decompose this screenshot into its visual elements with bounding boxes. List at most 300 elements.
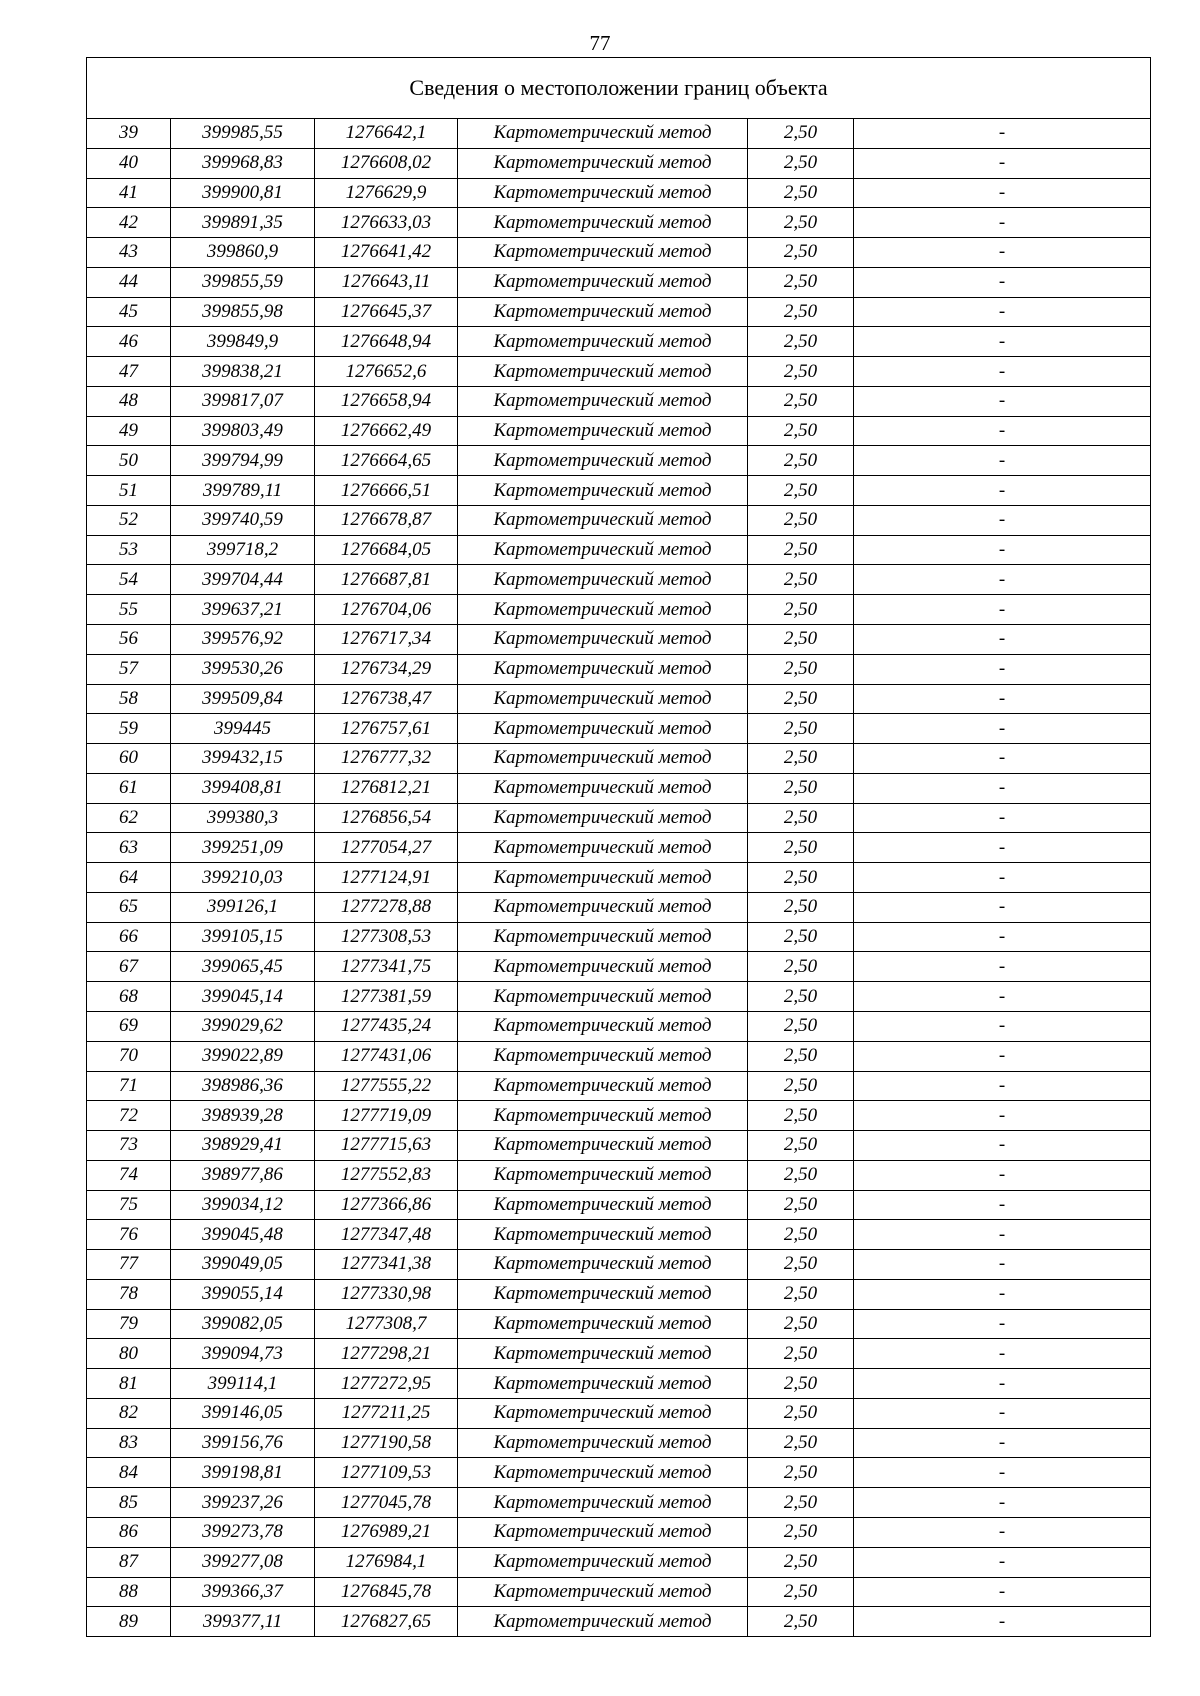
table-row <box>87 1279 1151 1309</box>
table-row <box>87 446 1151 476</box>
x-coordinate-cell: 399968,83 <box>171 148 315 178</box>
point-number-cell: 47 <box>87 357 171 387</box>
method-cell: Картометрический метод <box>458 654 748 684</box>
table-row <box>87 982 1151 1012</box>
x-coordinate-cell: 399273,78 <box>171 1517 315 1547</box>
accuracy-cell: 2,50 <box>748 1607 854 1637</box>
description-cell: - <box>854 773 1151 803</box>
y-coordinate-cell: 1277211,25 <box>315 1398 458 1428</box>
table-row <box>87 773 1151 803</box>
x-coordinate-cell: 399049,05 <box>171 1250 315 1280</box>
method-cell: Картометрический метод <box>458 1041 748 1071</box>
table-row <box>87 1071 1151 1101</box>
description-cell: - <box>854 1101 1151 1131</box>
y-coordinate-cell: 1276658,94 <box>315 386 458 416</box>
accuracy-cell: 2,50 <box>748 416 854 446</box>
accuracy-cell: 2,50 <box>748 148 854 178</box>
description-cell: - <box>854 357 1151 387</box>
accuracy-cell: 2,50 <box>748 178 854 208</box>
description-cell: - <box>854 297 1151 327</box>
y-coordinate-cell: 1276648,94 <box>315 327 458 357</box>
x-coordinate-cell: 399045,48 <box>171 1220 315 1250</box>
x-coordinate-cell: 399034,12 <box>171 1190 315 1220</box>
method-cell: Картометрический метод <box>458 1398 748 1428</box>
description-cell: - <box>854 803 1151 833</box>
accuracy-cell: 2,50 <box>748 684 854 714</box>
method-cell: Картометрический метод <box>458 1547 748 1577</box>
x-coordinate-cell: 399789,11 <box>171 476 315 506</box>
x-coordinate-cell: 399377,11 <box>171 1607 315 1637</box>
accuracy-cell: 2,50 <box>748 357 854 387</box>
accuracy-cell: 2,50 <box>748 833 854 863</box>
table-row <box>87 1101 1151 1131</box>
y-coordinate-cell: 1276643,11 <box>315 267 458 297</box>
point-number-cell: 73 <box>87 1131 171 1161</box>
accuracy-cell: 2,50 <box>748 922 854 952</box>
table-row <box>87 476 1151 506</box>
description-cell: - <box>854 982 1151 1012</box>
y-coordinate-cell: 1277719,09 <box>315 1101 458 1131</box>
table-row <box>87 238 1151 268</box>
point-number-cell: 44 <box>87 267 171 297</box>
table-row <box>87 684 1151 714</box>
y-coordinate-cell: 1276845,78 <box>315 1577 458 1607</box>
table-row <box>87 505 1151 535</box>
table-row <box>87 714 1151 744</box>
table-row <box>87 1250 1151 1280</box>
y-coordinate-cell: 1277366,86 <box>315 1190 458 1220</box>
x-coordinate-cell: 399855,59 <box>171 267 315 297</box>
y-coordinate-cell: 1276734,29 <box>315 654 458 684</box>
table-body <box>87 58 1151 1637</box>
y-coordinate-cell: 1276984,1 <box>315 1547 458 1577</box>
x-coordinate-cell: 399794,99 <box>171 446 315 476</box>
accuracy-cell: 2,50 <box>748 327 854 357</box>
method-cell: Картометрический метод <box>458 1279 748 1309</box>
accuracy-cell: 2,50 <box>748 863 854 893</box>
x-coordinate-cell: 399146,05 <box>171 1398 315 1428</box>
table-row <box>87 744 1151 774</box>
point-number-cell: 56 <box>87 625 171 655</box>
method-cell: Картометрический метод <box>458 476 748 506</box>
accuracy-cell: 2,50 <box>748 1190 854 1220</box>
description-cell: - <box>854 178 1151 208</box>
y-coordinate-cell: 1276652,6 <box>315 357 458 387</box>
point-number-cell: 39 <box>87 119 171 149</box>
point-number-cell: 42 <box>87 208 171 238</box>
x-coordinate-cell: 398939,28 <box>171 1101 315 1131</box>
description-cell: - <box>854 744 1151 774</box>
description-cell: - <box>854 863 1151 893</box>
accuracy-cell: 2,50 <box>748 476 854 506</box>
accuracy-cell: 2,50 <box>748 1428 854 1458</box>
table-row <box>87 119 1151 149</box>
accuracy-cell: 2,50 <box>748 1369 854 1399</box>
point-number-cell: 77 <box>87 1250 171 1280</box>
method-cell: Картометрический метод <box>458 863 748 893</box>
x-coordinate-cell: 399740,59 <box>171 505 315 535</box>
y-coordinate-cell: 1277552,83 <box>315 1160 458 1190</box>
x-coordinate-cell: 398929,41 <box>171 1131 315 1161</box>
y-coordinate-cell: 1277435,24 <box>315 1011 458 1041</box>
method-cell: Картометрический метод <box>458 714 748 744</box>
accuracy-cell: 2,50 <box>748 1577 854 1607</box>
x-coordinate-cell: 399803,49 <box>171 416 315 446</box>
point-number-cell: 62 <box>87 803 171 833</box>
table-row <box>87 833 1151 863</box>
y-coordinate-cell: 1276827,65 <box>315 1607 458 1637</box>
accuracy-cell: 2,50 <box>748 1458 854 1488</box>
method-cell: Картометрический метод <box>458 148 748 178</box>
x-coordinate-cell: 399022,89 <box>171 1041 315 1071</box>
description-cell: - <box>854 1250 1151 1280</box>
x-coordinate-cell: 399985,55 <box>171 119 315 149</box>
table-row <box>87 654 1151 684</box>
accuracy-cell: 2,50 <box>748 1309 854 1339</box>
method-cell: Картометрический метод <box>458 1071 748 1101</box>
method-cell: Картометрический метод <box>458 565 748 595</box>
y-coordinate-cell: 1277124,91 <box>315 863 458 893</box>
method-cell: Картометрический метод <box>458 267 748 297</box>
x-coordinate-cell: 399408,81 <box>171 773 315 803</box>
point-number-cell: 88 <box>87 1577 171 1607</box>
description-cell: - <box>854 1160 1151 1190</box>
point-number-cell: 41 <box>87 178 171 208</box>
method-cell: Картометрический метод <box>458 119 748 149</box>
point-number-cell: 58 <box>87 684 171 714</box>
point-number-cell: 48 <box>87 386 171 416</box>
table-row <box>87 416 1151 446</box>
table-row <box>87 178 1151 208</box>
y-coordinate-cell: 1277715,63 <box>315 1131 458 1161</box>
x-coordinate-cell: 399576,92 <box>171 625 315 655</box>
x-coordinate-cell: 399210,03 <box>171 863 315 893</box>
point-number-cell: 89 <box>87 1607 171 1637</box>
description-cell: - <box>854 1131 1151 1161</box>
point-number-cell: 80 <box>87 1339 171 1369</box>
accuracy-cell: 2,50 <box>748 1398 854 1428</box>
y-coordinate-cell: 1276641,42 <box>315 238 458 268</box>
x-coordinate-cell: 399900,81 <box>171 178 315 208</box>
y-coordinate-cell: 1277272,95 <box>315 1369 458 1399</box>
x-coordinate-cell: 399105,15 <box>171 922 315 952</box>
accuracy-cell: 2,50 <box>748 1071 854 1101</box>
method-cell: Картометрический метод <box>458 208 748 238</box>
y-coordinate-cell: 1277054,27 <box>315 833 458 863</box>
method-cell: Картометрический метод <box>458 327 748 357</box>
method-cell: Картометрический метод <box>458 625 748 655</box>
x-coordinate-cell: 399114,1 <box>171 1369 315 1399</box>
accuracy-cell: 2,50 <box>748 1101 854 1131</box>
description-cell: - <box>854 1339 1151 1369</box>
description-cell: - <box>854 625 1151 655</box>
description-cell: - <box>854 565 1151 595</box>
x-coordinate-cell: 399251,09 <box>171 833 315 863</box>
point-number-cell: 64 <box>87 863 171 893</box>
method-cell: Картометрический метод <box>458 1220 748 1250</box>
y-coordinate-cell: 1276664,65 <box>315 446 458 476</box>
method-cell: Картометрический метод <box>458 1607 748 1637</box>
table-row <box>87 892 1151 922</box>
point-number-cell: 40 <box>87 148 171 178</box>
accuracy-cell: 2,50 <box>748 1488 854 1518</box>
point-number-cell: 65 <box>87 892 171 922</box>
y-coordinate-cell: 1276812,21 <box>315 773 458 803</box>
accuracy-cell: 2,50 <box>748 744 854 774</box>
point-number-cell: 60 <box>87 744 171 774</box>
y-coordinate-cell: 1276738,47 <box>315 684 458 714</box>
accuracy-cell: 2,50 <box>748 535 854 565</box>
table-row <box>87 1339 1151 1369</box>
y-coordinate-cell: 1276608,02 <box>315 148 458 178</box>
x-coordinate-cell: 399029,62 <box>171 1011 315 1041</box>
description-cell: - <box>854 595 1151 625</box>
table-row <box>87 625 1151 655</box>
method-cell: Картометрический метод <box>458 238 748 268</box>
x-coordinate-cell: 399838,21 <box>171 357 315 387</box>
method-cell: Картометрический метод <box>458 386 748 416</box>
method-cell: Картометрический метод <box>458 416 748 446</box>
accuracy-cell: 2,50 <box>748 595 854 625</box>
method-cell: Картометрический метод <box>458 684 748 714</box>
table-row <box>87 952 1151 982</box>
point-number-cell: 70 <box>87 1041 171 1071</box>
point-number-cell: 81 <box>87 1369 171 1399</box>
point-number-cell: 59 <box>87 714 171 744</box>
y-coordinate-cell: 1276684,05 <box>315 535 458 565</box>
boundary-coordinates-table <box>86 57 1151 1637</box>
method-cell: Картометрический метод <box>458 1488 748 1518</box>
point-number-cell: 76 <box>87 1220 171 1250</box>
point-number-cell: 74 <box>87 1160 171 1190</box>
accuracy-cell: 2,50 <box>748 1011 854 1041</box>
y-coordinate-cell: 1276662,49 <box>315 416 458 446</box>
accuracy-cell: 2,50 <box>748 952 854 982</box>
point-number-cell: 54 <box>87 565 171 595</box>
accuracy-cell: 2,50 <box>748 208 854 238</box>
x-coordinate-cell: 399718,2 <box>171 535 315 565</box>
description-cell: - <box>854 922 1151 952</box>
y-coordinate-cell: 1276645,37 <box>315 297 458 327</box>
method-cell: Картометрический метод <box>458 1458 748 1488</box>
accuracy-cell: 2,50 <box>748 386 854 416</box>
x-coordinate-cell: 399380,3 <box>171 803 315 833</box>
description-cell: - <box>854 148 1151 178</box>
x-coordinate-cell: 399432,15 <box>171 744 315 774</box>
x-coordinate-cell: 399156,76 <box>171 1428 315 1458</box>
y-coordinate-cell: 1277308,7 <box>315 1309 458 1339</box>
page-number: 77 <box>589 31 611 55</box>
point-number-cell: 75 <box>87 1190 171 1220</box>
method-cell: Картометрический метод <box>458 446 748 476</box>
table-title: Сведения о местоположении границ объекта <box>87 58 1151 119</box>
point-number-cell: 83 <box>87 1428 171 1458</box>
description-cell: - <box>854 535 1151 565</box>
table-row <box>87 1190 1151 1220</box>
description-cell: - <box>854 952 1151 982</box>
description-cell: - <box>854 416 1151 446</box>
method-cell: Картометрический метод <box>458 178 748 208</box>
point-number-cell: 82 <box>87 1398 171 1428</box>
method-cell: Картометрический метод <box>458 1101 748 1131</box>
x-coordinate-cell: 399126,1 <box>171 892 315 922</box>
method-cell: Картометрический метод <box>458 1369 748 1399</box>
accuracy-cell: 2,50 <box>748 446 854 476</box>
description-cell: - <box>854 1369 1151 1399</box>
point-number-cell: 57 <box>87 654 171 684</box>
y-coordinate-cell: 1277431,06 <box>315 1041 458 1071</box>
x-coordinate-cell: 399366,37 <box>171 1577 315 1607</box>
accuracy-cell: 2,50 <box>748 892 854 922</box>
description-cell: - <box>854 327 1151 357</box>
y-coordinate-cell: 1277341,75 <box>315 952 458 982</box>
description-cell: - <box>854 1547 1151 1577</box>
method-cell: Картометрический метод <box>458 803 748 833</box>
description-cell: - <box>854 505 1151 535</box>
y-coordinate-cell: 1276687,81 <box>315 565 458 595</box>
method-cell: Картометрический метод <box>458 744 748 774</box>
table-row <box>87 863 1151 893</box>
x-coordinate-cell: 399055,14 <box>171 1279 315 1309</box>
table-row <box>87 1428 1151 1458</box>
description-cell: - <box>854 1279 1151 1309</box>
table-row <box>87 1131 1151 1161</box>
accuracy-cell: 2,50 <box>748 1041 854 1071</box>
description-cell: - <box>854 684 1151 714</box>
accuracy-cell: 2,50 <box>748 1250 854 1280</box>
accuracy-cell: 2,50 <box>748 654 854 684</box>
accuracy-cell: 2,50 <box>748 1517 854 1547</box>
description-cell: - <box>854 1488 1151 1518</box>
table-row <box>87 297 1151 327</box>
description-cell: - <box>854 1607 1151 1637</box>
method-cell: Картометрический метод <box>458 1160 748 1190</box>
accuracy-cell: 2,50 <box>748 565 854 595</box>
y-coordinate-cell: 1277347,48 <box>315 1220 458 1250</box>
y-coordinate-cell: 1276633,03 <box>315 208 458 238</box>
point-number-cell: 45 <box>87 297 171 327</box>
method-cell: Картометрический метод <box>458 357 748 387</box>
table-row <box>87 595 1151 625</box>
table-row <box>87 1577 1151 1607</box>
description-cell: - <box>854 1428 1151 1458</box>
method-cell: Картометрический метод <box>458 922 748 952</box>
point-number-cell: 68 <box>87 982 171 1012</box>
accuracy-cell: 2,50 <box>748 803 854 833</box>
x-coordinate-cell: 398977,86 <box>171 1160 315 1190</box>
method-cell: Картометрический метод <box>458 505 748 535</box>
method-cell: Картометрический метод <box>458 1577 748 1607</box>
accuracy-cell: 2,50 <box>748 1220 854 1250</box>
point-number-cell: 52 <box>87 505 171 535</box>
y-coordinate-cell: 1276856,54 <box>315 803 458 833</box>
y-coordinate-cell: 1277330,98 <box>315 1279 458 1309</box>
method-cell: Картометрический метод <box>458 1250 748 1280</box>
accuracy-cell: 2,50 <box>748 238 854 268</box>
y-coordinate-cell: 1277381,59 <box>315 982 458 1012</box>
x-coordinate-cell: 399855,98 <box>171 297 315 327</box>
description-cell: - <box>854 833 1151 863</box>
accuracy-cell: 2,50 <box>748 505 854 535</box>
description-cell: - <box>854 1011 1151 1041</box>
method-cell: Картометрический метод <box>458 1339 748 1369</box>
method-cell: Картометрический метод <box>458 595 748 625</box>
method-cell: Картометрический метод <box>458 1309 748 1339</box>
table-row <box>87 1488 1151 1518</box>
description-cell: - <box>854 446 1151 476</box>
x-coordinate-cell: 399860,9 <box>171 238 315 268</box>
y-coordinate-cell: 1276757,61 <box>315 714 458 744</box>
table-row <box>87 148 1151 178</box>
x-coordinate-cell: 398986,36 <box>171 1071 315 1101</box>
table-header-row <box>87 58 1151 119</box>
accuracy-cell: 2,50 <box>748 267 854 297</box>
table-row <box>87 1547 1151 1577</box>
point-number-cell: 55 <box>87 595 171 625</box>
x-coordinate-cell: 399094,73 <box>171 1339 315 1369</box>
point-number-cell: 61 <box>87 773 171 803</box>
method-cell: Картометрический метод <box>458 1190 748 1220</box>
accuracy-cell: 2,50 <box>748 1131 854 1161</box>
x-coordinate-cell: 399849,9 <box>171 327 315 357</box>
accuracy-cell: 2,50 <box>748 982 854 1012</box>
method-cell: Картометрический метод <box>458 892 748 922</box>
point-number-cell: 71 <box>87 1071 171 1101</box>
description-cell: - <box>854 714 1151 744</box>
method-cell: Картометрический метод <box>458 773 748 803</box>
point-number-cell: 84 <box>87 1458 171 1488</box>
point-number-cell: 86 <box>87 1517 171 1547</box>
method-cell: Картометрический метод <box>458 1011 748 1041</box>
description-cell: - <box>854 1517 1151 1547</box>
point-number-cell: 51 <box>87 476 171 506</box>
point-number-cell: 49 <box>87 416 171 446</box>
accuracy-cell: 2,50 <box>748 714 854 744</box>
method-cell: Картометрический метод <box>458 982 748 1012</box>
table-row <box>87 1517 1151 1547</box>
x-coordinate-cell: 399445 <box>171 714 315 744</box>
method-cell: Картометрический метод <box>458 1131 748 1161</box>
y-coordinate-cell: 1276678,87 <box>315 505 458 535</box>
x-coordinate-cell: 399509,84 <box>171 684 315 714</box>
accuracy-cell: 2,50 <box>748 1547 854 1577</box>
x-coordinate-cell: 399277,08 <box>171 1547 315 1577</box>
x-coordinate-cell: 399065,45 <box>171 952 315 982</box>
table-row <box>87 267 1151 297</box>
description-cell: - <box>854 1220 1151 1250</box>
description-cell: - <box>854 476 1151 506</box>
description-cell: - <box>854 1398 1151 1428</box>
x-coordinate-cell: 399082,05 <box>171 1309 315 1339</box>
y-coordinate-cell: 1277308,53 <box>315 922 458 952</box>
point-number-cell: 63 <box>87 833 171 863</box>
point-number-cell: 69 <box>87 1011 171 1041</box>
x-coordinate-cell: 399891,35 <box>171 208 315 238</box>
x-coordinate-cell: 399045,14 <box>171 982 315 1012</box>
y-coordinate-cell: 1276666,51 <box>315 476 458 506</box>
point-number-cell: 66 <box>87 922 171 952</box>
y-coordinate-cell: 1276704,06 <box>315 595 458 625</box>
table-row <box>87 803 1151 833</box>
table-row <box>87 1458 1151 1488</box>
y-coordinate-cell: 1277109,53 <box>315 1458 458 1488</box>
description-cell: - <box>854 1309 1151 1339</box>
accuracy-cell: 2,50 <box>748 1339 854 1369</box>
description-cell: - <box>854 238 1151 268</box>
description-cell: - <box>854 208 1151 238</box>
method-cell: Картометрический метод <box>458 297 748 327</box>
accuracy-cell: 2,50 <box>748 625 854 655</box>
